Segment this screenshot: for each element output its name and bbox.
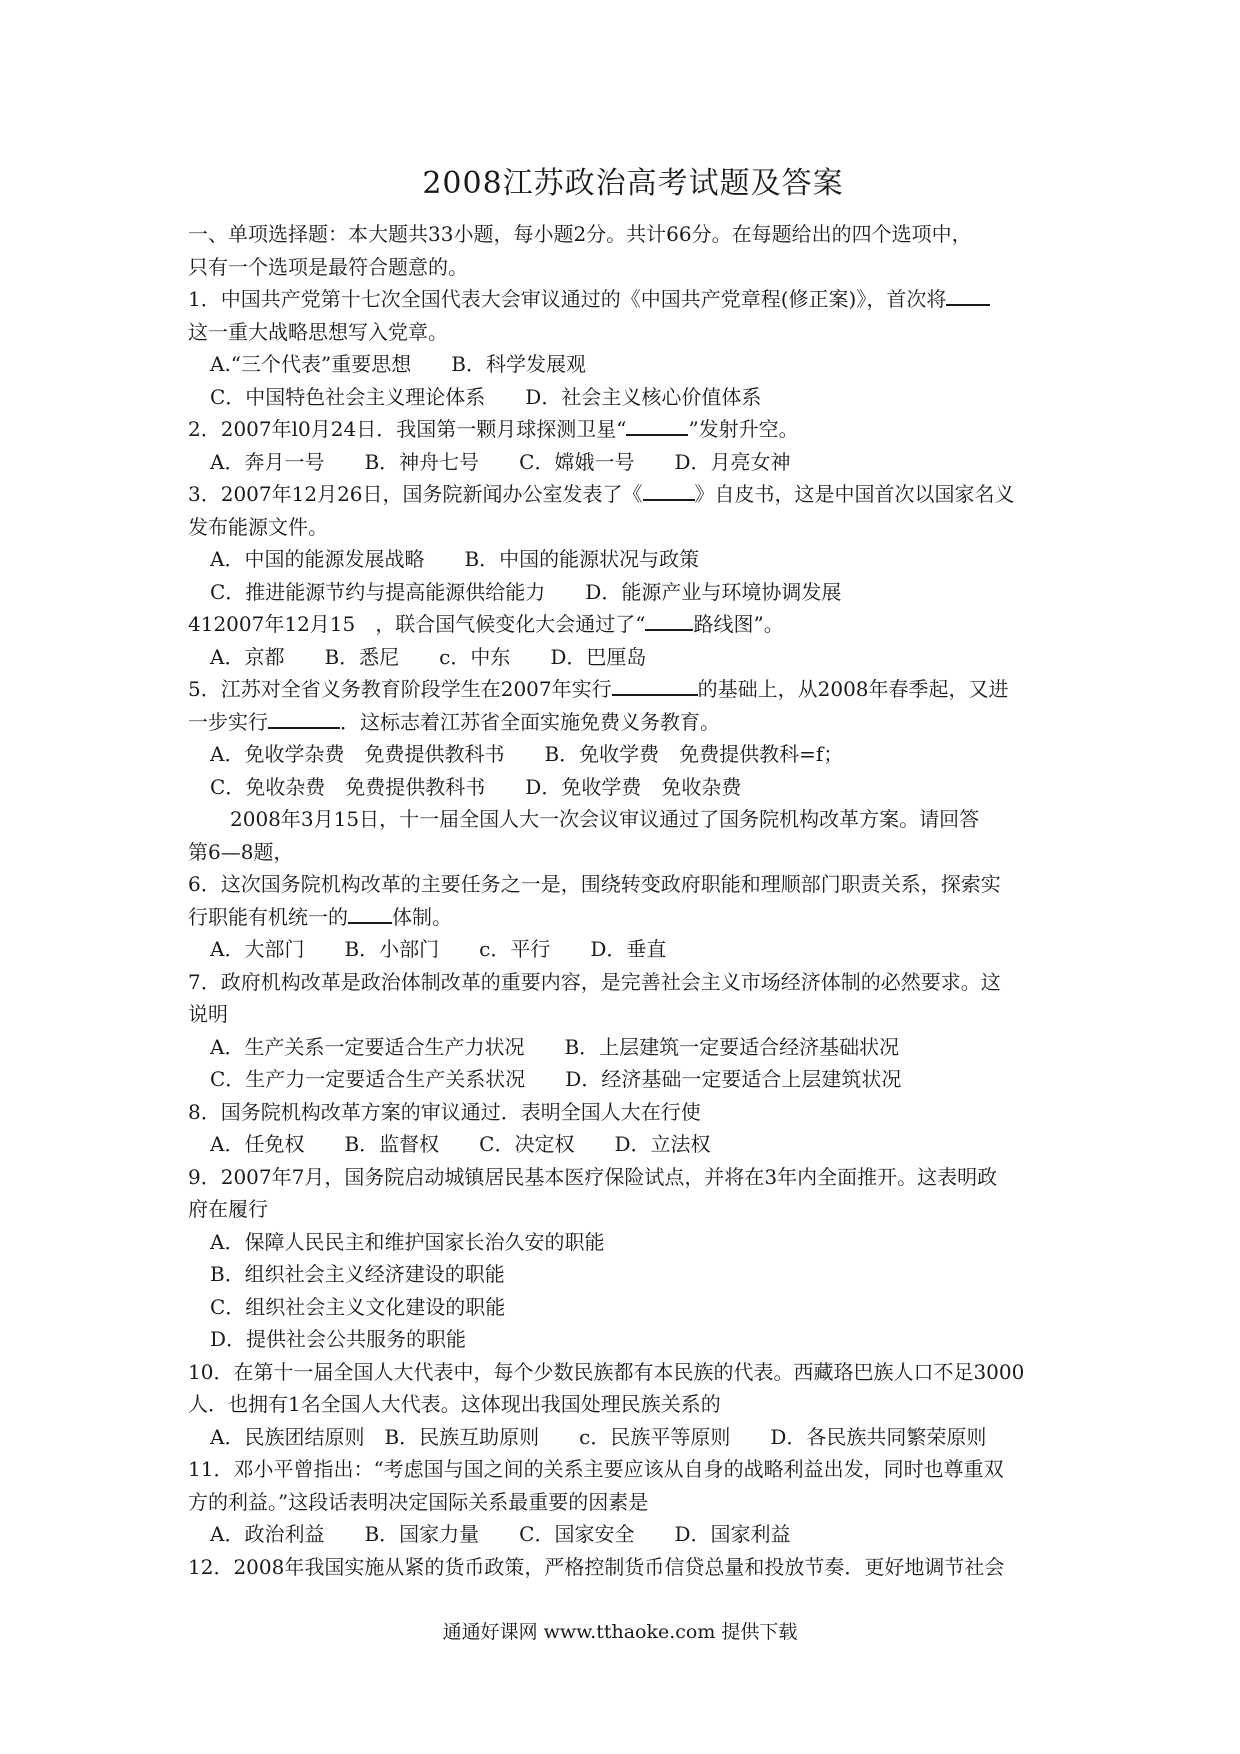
question-8-stem: 8．国务院机构改革方案的审议通过．表明全国人大在行使 xyxy=(188,1099,701,1124)
question-10-stem-cont: 人．也拥有1名全国人大代表。这体现出我国处理民族关系的 xyxy=(188,1392,721,1416)
answer-blank xyxy=(946,286,990,306)
question-3-stem-cont: 发布能源文件。 xyxy=(188,514,328,539)
question-7-options-row-1: A．生产关系一定要适合生产力状况 B．上层建筑一定要适合经济基础状况 xyxy=(210,1034,900,1059)
answer-blank xyxy=(626,416,688,436)
question-10-options: A．民族团结原则 B．民族互助原则 c．民族平等原则 D．各民族共同繁荣原则 xyxy=(210,1424,987,1449)
question-text: 412007年12月15 ，联合国气候变化大会通过了“ xyxy=(188,612,646,636)
question-text: ．这标志着江苏省全面实施免费义务教育。 xyxy=(340,709,720,734)
question-3-stem xyxy=(188,478,1078,511)
quote-mark: “ xyxy=(616,417,627,441)
question-5-stem-cont xyxy=(188,706,1078,739)
question-9-option-c: C．组织社会主义文化建设的职能 xyxy=(210,1294,506,1319)
question-text: 5．江苏对全省义务教育阶段学生在2007年实行 xyxy=(188,677,612,701)
question-1-stem-cont: 这一重大战略思想写入党章。 xyxy=(188,319,448,344)
answer-blank xyxy=(643,481,695,501)
question-1-options-row-1: A.“三个代表”重要思想 B．科学发展观 xyxy=(210,352,586,376)
question-9-option-d: D．提供社会公共服务的职能 xyxy=(210,1327,467,1351)
question-text: 行职能有机统一的 xyxy=(188,904,348,929)
question-5-options-row-2: C．免收杂费 免费提供教科书 D．免收学费 免收杂费 xyxy=(210,774,742,799)
exam-content xyxy=(188,158,1078,1583)
question-text: 自皮书，这是中国首次以国家名义 xyxy=(714,482,1015,506)
question-text: 一步实行 xyxy=(188,709,268,734)
question-1-options-row-2: C．中国特色社会主义理论体系 D．社会主义核心价值体系 xyxy=(210,384,762,409)
question-4-options: A．京都 B．悉尼 c．中东 D．巴厘岛 xyxy=(210,644,647,669)
question-9-stem-cont: 府在履行 xyxy=(188,1197,268,1221)
question-2-stem xyxy=(188,413,1078,446)
question-7-stem-cont: 说明 xyxy=(188,1002,228,1026)
answer-blank xyxy=(612,676,698,696)
group-intro-line-1: 2008年3月15日，十一届全国人大一次会议审议通过了国务院机构改革方案。请回答 xyxy=(230,807,980,831)
question-2-options: A．奔月一号 B．神舟七号 C．嫦娥一号 D．月亮女神 xyxy=(210,449,791,474)
question-11-stem-cont: 方的利益。”这段话表明决定国际关系最重要的因素是 xyxy=(188,1489,649,1514)
question-10-stem: 10．在第十一届全国人大代表中，每个少数民族都有本民族的代表。西藏珞巴族人口不足3000 xyxy=(188,1359,1025,1384)
question-text: 体制。 xyxy=(392,904,452,929)
question-1-stem xyxy=(188,283,1078,316)
question-6-options: A．大部门 B．小部门 c．平行 D．垂直 xyxy=(210,937,667,961)
question-8-options: A．任免权 B．监督权 C．决定权 D．立法权 xyxy=(210,1132,711,1156)
download-footer: 通通好课网 www.tthaoke.com 提供下载 xyxy=(442,1621,798,1643)
question-9-option-b: B．组织社会主义经济建设的职能 xyxy=(210,1262,505,1286)
book-bracket: 》 xyxy=(694,482,715,506)
answer-blank xyxy=(348,904,392,924)
question-5-options-row-1: A．免收学杂费 免费提供教科书 B．免收学费 免费提供教科=f； xyxy=(210,742,844,766)
section-heading-line-2: 只有一个选项是最符合题意的。 xyxy=(188,254,468,279)
question-3-options-row-2: C．推进能源节约与提高能源供给能力 D．能源产业与环境协调发展 xyxy=(210,579,842,604)
question-text: 2．2007年l0月24日．我国第一颗月球探测卫星 xyxy=(188,417,617,441)
question-7-options-row-2: C．生产力一定要适合生产关系状况 D．经济基础一定要适合上层建筑状况 xyxy=(210,1067,902,1091)
question-9-stem: 9．2007年7月，国务院启动城镇居民基本医疗保险试点，并将在3年内全面推开。这表明政 xyxy=(188,1164,998,1189)
question-3-options-row-1: A．中国的能源发展战略 B．中国的能源状况与政策 xyxy=(210,547,700,571)
section-heading-line-1: 一、单项选择题：本大题共33小题，每小题2分。共计66分。在每题给出的四个选项中， xyxy=(188,222,972,246)
question-9-option-a: A．保障人民民主和维护国家长治久安的职能 xyxy=(210,1229,605,1254)
question-6-stem-cont xyxy=(188,901,1078,934)
quote-mark: ” xyxy=(688,417,699,441)
question-11-stem: 11．邓小平曾指出：“考虑国与国之间的关系主要应该从自身的战略利益出发，同时也尊重双 xyxy=(188,1457,1004,1481)
question-text: 1．中国共产党第十七次全国代表大会审议通过的《中国共产党章程(修正案)》，首次将 xyxy=(188,287,947,311)
answer-blank xyxy=(268,709,340,729)
question-text: 的基础上，从2008年春季起，又进 xyxy=(697,677,1009,701)
answer-blank xyxy=(645,611,693,631)
question-text: 发射升空。 xyxy=(698,417,799,441)
question-text: 3．2007年12月26日，国务院新闻办公室发表了 xyxy=(188,482,623,506)
question-12-stem: 12．2008年我国实施从紧的货币政策，严格控制货币信贷总量和投放节奏．更好地调节社会 xyxy=(188,1554,1005,1579)
question-4-stem xyxy=(188,608,1078,641)
question-7-stem: 7．政府机构改革是政治体制改革的重要内容，是完善社会主义市场经济体制的必然要求。这 xyxy=(188,969,1001,994)
question-6-stem: 6．这次国务院机构改革的主要任务之一是，围绕转变政府职能和理顺部门职责关系，探索实 xyxy=(188,872,1001,896)
question-text: 路线图”。 xyxy=(693,612,784,636)
book-bracket: 《 xyxy=(622,482,643,506)
question-11-options: A．政治利益 B．国家力量 C．国家安全 D．国家利益 xyxy=(210,1522,791,1546)
document-title: 2008江苏政治高考试题及答案 xyxy=(422,166,844,201)
question-5-stem xyxy=(188,673,1078,706)
group-intro-line-2: 第6—8题， xyxy=(188,839,294,864)
